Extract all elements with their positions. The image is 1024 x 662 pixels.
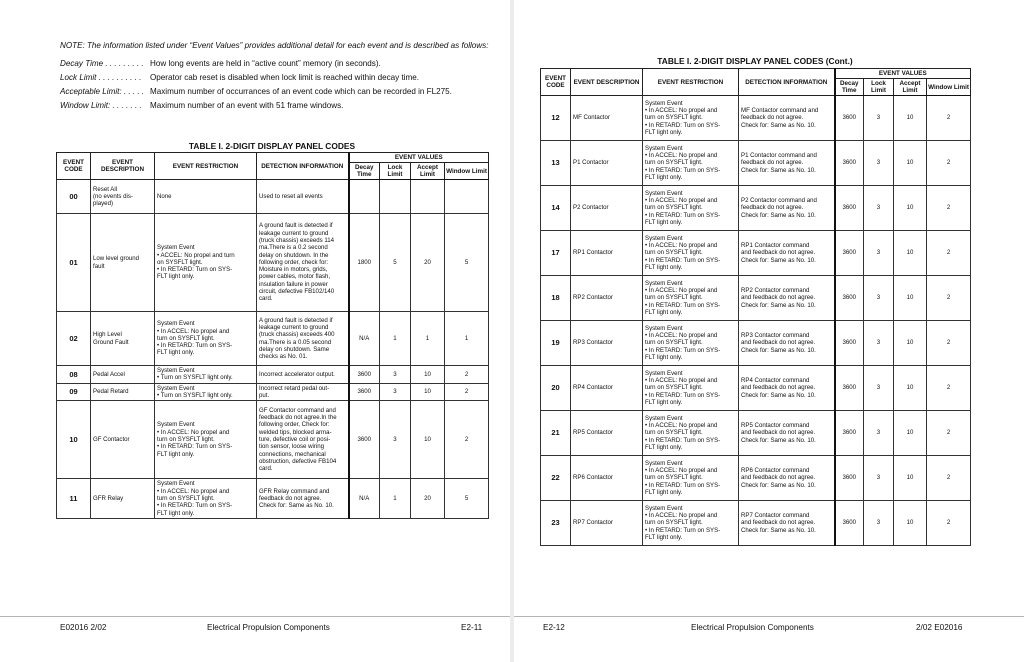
header-event-code: EVENT CODE [541,69,571,96]
accept-limit-cell: 10 [894,501,927,546]
detection-information-cell: RP1 Contactor command and feedback do not agree. Check for: Same as No. 10. [739,231,835,276]
event-restriction-cell: None [155,180,257,214]
event-code-cell: 23 [541,501,571,546]
right-page [514,0,1024,662]
accept-limit-cell: 10 [894,456,927,501]
codes-table [56,152,489,519]
event-description-cell: RP6 Contactor [571,456,643,501]
detection-information-cell: Incorrect retard pedal out- put. [257,383,349,401]
event-code-cell: 13 [541,141,571,186]
detection-information-cell: RP3 Contactor command and feedback do not agree. Check for: Same as No. 10. [739,321,835,366]
accept-limit-cell: 1 [411,312,445,366]
table-row [57,180,489,214]
event-restriction-cell: System Event • In ACCEL: No propel and turn on SYSFLT light. • In RETARD: Turn on SYS- FLT light only. [155,401,257,479]
header-event-code: EVENT CODE [57,153,91,180]
lock-limit-cell: 3 [864,456,894,501]
header-event-restriction: EVENT RESTRICTION [643,69,739,96]
event-restriction-cell: System Event • In ACCEL: No propel and turn on SYSFLT light. • In RETARD: Turn on SYS- FLT light only. [643,501,739,546]
accept-limit-cell: 10 [411,401,445,479]
window-limit-cell: 2 [927,411,971,456]
header-event-restriction: EVENT RESTRICTION [155,153,257,180]
window-limit-cell: 1 [445,312,489,366]
definition-acceptable-limit [60,85,490,99]
lock-limit-cell: 3 [864,321,894,366]
event-description-cell: RP1 Contactor [571,231,643,276]
accept-limit-cell: 10 [894,276,927,321]
footer-rule [514,616,1024,617]
left-page [0,0,510,662]
event-description-cell: High Level Ground Fault [91,312,155,366]
footer-page-number: E2-11 [461,623,483,632]
table-title: TABLE I. 2-DIGIT DISPLAY PANEL CODES (Cont.) [657,56,853,66]
lock-limit-cell: 3 [380,383,411,401]
decay-time-cell: 3600 [835,231,864,276]
decay-time-cell: N/A [349,312,380,366]
table-header-row [541,69,971,79]
definition-lock-limit [60,71,490,85]
window-limit-cell: 5 [445,214,489,312]
accept-limit-cell: 10 [411,383,445,401]
footer-left: E02016 2/02 [60,623,107,632]
detection-information-cell: A ground fault is detected if leakage current to ground (truck chassis) exceeds 400 ma.There is a 0.05 second delay on shutdown. Same checks as No. 01. [257,312,349,366]
detection-information-cell: P2 Contactor command and feedback do not agree. Check for: Same as No. 10. [739,186,835,231]
event-restriction-cell: System Event • In ACCEL: No propel and turn on SYSFLT light. • In RETARD: Turn on SYS- FLT light only. [643,276,739,321]
header-accept-limit: Accept Limit [411,163,445,180]
definition-decay-time [60,57,490,71]
event-code-cell: 00 [57,180,91,214]
event-description-cell: RP7 Contactor [571,501,643,546]
decay-time-cell: 3600 [349,401,380,479]
event-restriction-cell: System Event • In ACCEL: No propel and turn on SYSFLT light. • In RETARD: Turn on SYS- FLT light only. [643,141,739,186]
table-header-row [57,153,489,163]
window-limit-cell: 2 [927,186,971,231]
codes-table [540,68,971,546]
decay-time-cell: 3600 [835,366,864,411]
event-description-cell: Pedal Accel [91,366,155,384]
decay-time-cell [349,180,380,214]
event-description-cell: GFR Relay [91,479,155,519]
lock-limit-cell: 3 [864,141,894,186]
event-code-cell: 10 [57,401,91,479]
table-row [57,366,489,384]
accept-limit-cell: 10 [894,141,927,186]
event-code-cell: 02 [57,312,91,366]
definition-window-limit [60,99,490,113]
window-limit-cell: 2 [927,141,971,186]
header-decay-time: Decay Time [349,163,380,180]
accept-limit-cell: 10 [894,96,927,141]
event-restriction-cell: System Event • In ACCEL: No propel and turn on SYSFLT light. • In RETARD: Turn on SYS- FLT light only. [155,312,257,366]
detection-information-cell: RP6 Contactor command and feedback do not agree. Check for: Same as No. 10. [739,456,835,501]
definition-term: Lock Limit . . . . . . . . . . [60,72,142,82]
footer-rule [0,616,510,617]
window-limit-cell: 2 [927,321,971,366]
event-code-cell: 01 [57,214,91,312]
detection-information-cell: MF Contactor command and feedback do not agree. Check for: Same as No. 10. [739,96,835,141]
decay-time-cell: 3600 [349,383,380,401]
event-code-cell: 19 [541,321,571,366]
event-description-cell: P2 Contactor [571,186,643,231]
decay-time-cell: 3600 [835,456,864,501]
definition-text: Operator cab reset is disabled when lock limit is reached within decay time. [150,72,420,82]
definition-text: How long events are held in “active count” memory (in seconds). [150,58,381,68]
event-code-cell: 09 [57,383,91,401]
event-description-cell: MF Contactor [571,96,643,141]
definition-term: Decay Time . . . . . . . . . [60,58,144,68]
header-window-limit: Window Limit [927,79,971,96]
decay-time-cell: 3600 [835,501,864,546]
header-lock-limit: Lock Limit [380,163,411,180]
header-event-description: EVENT DESCRIPTION [571,69,643,96]
window-limit-cell: 2 [927,366,971,411]
table-row [57,383,489,401]
definition-text: Maximum number of an event with 51 frame windows. [150,100,344,110]
window-limit-cell: 2 [445,383,489,401]
lock-limit-cell: 3 [864,501,894,546]
accept-limit-cell: 10 [894,411,927,456]
lock-limit-cell: 3 [864,186,894,231]
window-limit-cell: 2 [927,501,971,546]
header-detection-information: DETECTION INFORMATION [739,69,835,96]
definition-text: Maximum number of occurrances of an event code which can be recorded in FL275. [150,86,452,96]
detection-information-cell: RP7 Contactor command and feedback do not agree. Check for: Same as No. 10. [739,501,835,546]
event-restriction-cell: System Event • Turn on SYSFLT light only. [155,366,257,384]
lock-limit-cell: 1 [380,479,411,519]
detection-information-cell: Incorrect accelerator output. [257,366,349,384]
event-description-cell: GF Contactor [91,401,155,479]
event-code-cell: 12 [541,96,571,141]
lock-limit-cell: 3 [864,366,894,411]
window-limit-cell: 2 [927,456,971,501]
table-row [541,186,971,231]
decay-time-cell: N/A [349,479,380,519]
table-row [541,96,971,141]
event-restriction-cell: System Event • In ACCEL: No propel and turn on SYSFLT light. • In RETARD: Turn on SYS- FLT light only. [643,321,739,366]
table-row [57,214,489,312]
accept-limit-cell: 20 [411,479,445,519]
detection-information-cell: Used to reset all events [257,180,349,214]
header-decay-time: Decay Time [835,79,864,96]
window-limit-cell: 5 [445,479,489,519]
table-row [541,366,971,411]
event-values-note [60,41,490,113]
header-accept-limit: Accept Limit [894,79,927,96]
footer-center: Electrical Propulsion Components [691,623,814,632]
table-row [57,479,489,519]
detection-information-cell: RP2 Contactor command and feedback do not agree. Check for: Same as No. 10. [739,276,835,321]
lock-limit-cell: 1 [380,312,411,366]
table-row [541,321,971,366]
table-row [541,456,971,501]
window-limit-cell: 2 [927,276,971,321]
header-event-values: EVENT VALUES [835,69,971,79]
lock-limit-cell: 5 [380,214,411,312]
event-restriction-cell: System Event • In ACCEL: No propel and turn on SYSFLT light. • In RETARD: Turn on SYS- FLT light only. [643,186,739,231]
window-limit-cell: 2 [927,96,971,141]
event-code-cell: 20 [541,366,571,411]
event-restriction-cell: System Event • In ACCEL: No propel and turn on SYSFLT light. • In RETARD: Turn on SYS- FLT light only. [643,231,739,276]
event-description-cell: RP5 Contactor [571,411,643,456]
table-row [541,231,971,276]
detection-information-cell: A ground fault is detected if leakage current to ground (truck chassis) exceeds 114 ma.There is a 0.2 second delay on shutdown. In the following order, check for: Moisture in motors, grids, power cables, motor flash, insulation failure in power circuit, defective FB102/140 card. [257,214,349,312]
window-limit-cell: 2 [445,401,489,479]
table-row [541,501,971,546]
header-lock-limit: Lock Limit [864,79,894,96]
accept-limit-cell: 10 [894,321,927,366]
accept-limit-cell [411,180,445,214]
accept-limit-cell: 10 [894,186,927,231]
header-window-limit: Window Limit [445,163,489,180]
window-limit-cell: 2 [445,366,489,384]
decay-time-cell: 3600 [835,141,864,186]
table-body [541,96,971,546]
decay-time-cell: 3600 [835,186,864,231]
event-restriction-cell: System Event • In ACCEL: No propel and turn on SYSFLT light. • In RETARD: Turn on SYS- FLT light only. [643,366,739,411]
event-description-cell: Pedal Retard [91,383,155,401]
accept-limit-cell: 10 [894,231,927,276]
detection-information-cell: RP4 Contactor command and feedback do not agree. Check for: Same as No. 10. [739,366,835,411]
note-intro: NOTE: The information listed under “Event Values” provides additional detail for each event and is described as follows: [60,41,489,50]
definition-term: Acceptable Limit: . . . . . [60,86,145,96]
detection-information-cell: GFR Relay command and feedback do not agree. Check for: Same as No. 10. [257,479,349,519]
table-body [57,180,489,519]
table-row [57,312,489,366]
event-code-cell: 22 [541,456,571,501]
window-limit-cell [445,180,489,214]
event-restriction-cell: System Event • ACCEL: No propel and turn on SYSFLT light. • In RETARD: Turn on SYS- FLT light only. [155,214,257,312]
table-row [541,141,971,186]
lock-limit-cell: 3 [380,401,411,479]
table-row [57,401,489,479]
event-restriction-cell: System Event • In ACCEL: No propel and turn on SYSFLT light. • In RETARD: Turn on SYS- FLT light only. [643,96,739,141]
footer-center: Electrical Propulsion Components [207,623,330,632]
event-description-cell: Reset All (no events dis- played) [91,180,155,214]
event-description-cell: RP2 Contactor [571,276,643,321]
accept-limit-cell: 20 [411,214,445,312]
lock-limit-cell: 3 [864,276,894,321]
decay-time-cell: 3600 [349,366,380,384]
event-restriction-cell: System Event • Turn on SYSFLT light only. [155,383,257,401]
detection-information-cell: GF Contactor command and feedback do not agree.In the following order, Check for: welded tips, blocked arma- ture, defective coil or posi- tion sensor, loose wiring connections, mechanical obstruction, defective FB104 card. [257,401,349,479]
header-detection-information: DETECTION INFORMATION [257,153,349,180]
decay-time-cell: 3600 [835,321,864,366]
event-description-cell: RP4 Contactor [571,366,643,411]
detection-information-cell: P1 Contactor command and feedback do not agree. Check for: Same as No. 10. [739,141,835,186]
footer-right: 2/02 E02016 [916,623,963,632]
event-restriction-cell: System Event • In ACCEL: No propel and turn on SYSFLT light. • In RETARD: Turn on SYS- FLT light only. [643,456,739,501]
accept-limit-cell: 10 [411,366,445,384]
lock-limit-cell: 3 [380,366,411,384]
decay-time-cell: 3600 [835,276,864,321]
table-row [541,411,971,456]
header-event-values: EVENT VALUES [349,153,489,163]
event-description-cell: Low level ground fault [91,214,155,312]
accept-limit-cell: 10 [894,366,927,411]
window-limit-cell: 2 [927,231,971,276]
event-code-cell: 11 [57,479,91,519]
lock-limit-cell: 3 [864,231,894,276]
event-restriction-cell: System Event • In ACCEL: No propel and turn on SYSFLT light. • In RETARD: Turn on SYS- FLT light only. [643,411,739,456]
footer-page-number: E2-12 [543,623,565,632]
decay-time-cell: 3600 [835,96,864,141]
event-description-cell: RP3 Contactor [571,321,643,366]
event-code-cell: 21 [541,411,571,456]
detection-information-cell: RP5 Contactor command and feedback do not agree. Check for: Same as No. 10. [739,411,835,456]
event-description-cell: P1 Contactor [571,141,643,186]
definition-term: Window Limit: . . . . . . . [60,100,142,110]
table-row [541,276,971,321]
event-restriction-cell: System Event • In ACCEL: No propel and turn on SYSFLT light. • In RETARD: Turn on SYS- FLT light only. [155,479,257,519]
decay-time-cell: 3600 [835,411,864,456]
table-title: TABLE I. 2-DIGIT DISPLAY PANEL CODES [188,141,356,151]
lock-limit-cell [380,180,411,214]
event-code-cell: 17 [541,231,571,276]
header-event-description: EVENT DESCRIPTION [91,153,155,180]
lock-limit-cell: 3 [864,411,894,456]
event-code-cell: 14 [541,186,571,231]
event-code-cell: 18 [541,276,571,321]
lock-limit-cell: 3 [864,96,894,141]
event-code-cell: 08 [57,366,91,384]
decay-time-cell: 1800 [349,214,380,312]
